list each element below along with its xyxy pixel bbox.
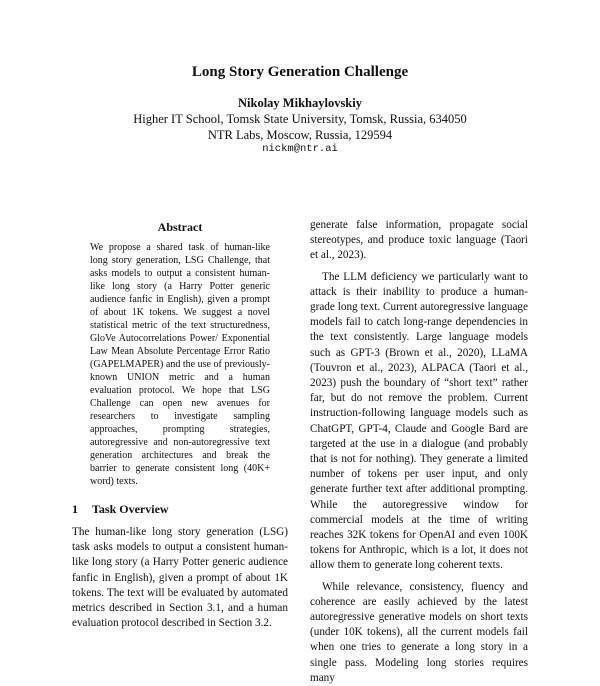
section-1-title: Task Overview	[92, 502, 169, 516]
section-1-text: The human-like long story generation (LSG) task asks models to output a consistent human-like long story (a Harry Potter generic audience fanfic in English), given a prompt of about 1K tokens. The text will be evaluated by automated metrics described in Section 3.1, and a human evaluation protocol described in Section 3.2.	[72, 526, 288, 630]
author-name: Nikolay Mikhaylovskiy	[238, 96, 362, 110]
affiliation-1: Higher IT School, Tomsk State University, Tomsk, Russia, 634050	[133, 112, 467, 126]
left-column	[72, 220, 288, 637]
section-1-number: 1	[72, 502, 78, 516]
right-paragraph-1: generate false information, propagate social stereotypes, and produce toxic language (Taori et al., 2023).	[310, 219, 528, 262]
right-paragraph-2: The LLM deficiency we particularly want to attack is their inability to produce a human-grade long text. Current autoregressive language models fail to catch long-range dependencies in the text consistently. Large language models such as GPT-3 (Brown et al., 2020), LLaMA (Touvron et al., 2023), ALPACA (Taori et al., 2023) push the boundary of “short text” rather far, but do not remove the problem. Current instruction-following language models such as ChatGPT, GPT-4, Claude and Google Bard are targeted at the use in a dialogue (and probably that is not for nothing). They generate a limited number of tokens per user input, and only generate further text after additional prompting. While the autoregressive window for commercial models at the time of writing reaches 32K tokens for OpenAI and even 100K tokens for Anthropic, which is a lot, it does not allow them to generate long coherent texts.	[310, 270, 528, 572]
abstract-text: We propose a shared task of human-like long story generation, LSG Challenge, that asks models to output a consistent human-like long story (a Harry Potter generic audience fanfic in English), given a prompt of about 1K tokens. We suggest a novel statistical metric of the text structuredness, GloVe Autocorrelations Power/ Exponential Law Mean Absolute Percentage Error Ratio (GAPELMAPER) and the use of previously-known UNION metric and a human evaluation protocol. We hope that LSG Challenge can open new avenues for researchers to investigate sampling approaches, prompting strategies, autoregressive and non-autoregressive text generation architectures and break the barrier to generate consistent long (40K+ word) texts.	[90, 242, 270, 487]
right-paragraph-3: While relevance, consistency, fluency and coherence are easily achieved by the latest autoregressive generative models on short texts (under 10K tokens), all the current models fail when one tries to generate a long story in a single pass. Modeling long stories requires many	[310, 580, 528, 684]
author-email: nickm@ntr.ai	[262, 143, 338, 155]
right-column-clip	[310, 218, 528, 684]
right-column	[310, 218, 528, 684]
section-1-clip	[72, 525, 288, 637]
abstract-heading: Abstract	[157, 220, 203, 234]
affiliation-2: NTR Labs, Moscow, Russia, 129594	[207, 128, 393, 142]
paper-title: Long Story Generation Challenge	[191, 64, 409, 80]
section-1-heading	[72, 502, 288, 517]
